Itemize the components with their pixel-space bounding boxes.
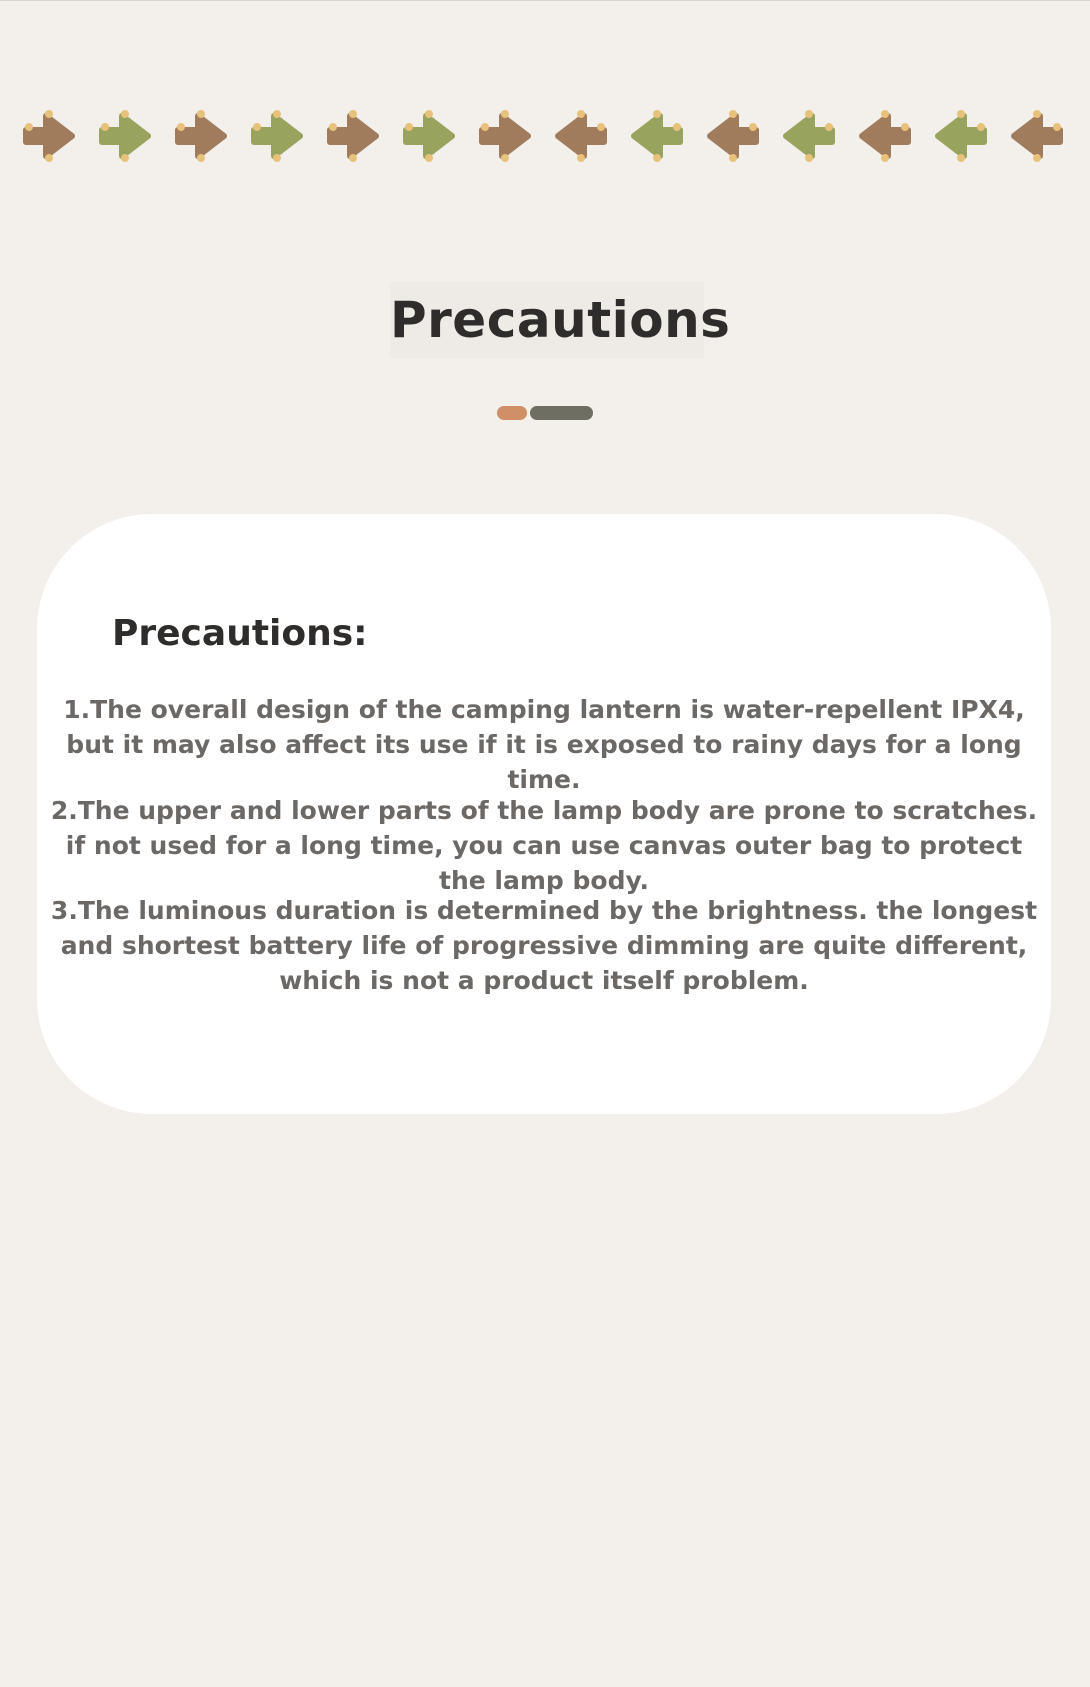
precaution-item-3: 3.The luminous duration is determined by the brightness. the longest and shortest battery life of progressive dimming are quite different, which is not a product itself problem. <box>50 896 1038 995</box>
arrow-right-icon <box>250 106 304 166</box>
arrow-right-icon <box>478 106 532 166</box>
arrow-right-icon <box>402 106 456 166</box>
arrow-left-icon <box>554 106 608 166</box>
title-divider <box>497 405 593 421</box>
divider-pill-accent <box>497 406 527 420</box>
title-box <box>390 282 731 358</box>
arrow-left-icon <box>706 106 760 166</box>
arrow-right-icon <box>22 106 76 166</box>
arrow-right-icon <box>98 106 152 166</box>
arrow-left-icon <box>630 106 684 166</box>
precaution-item-1: 1.The overall design of the camping lantern is water-repellent IPX4, but it may also affect its use if it is exposed to rainy days for a long time. <box>63 695 1025 794</box>
divider-pill-dark <box>530 406 593 420</box>
arrow-left-icon <box>782 106 836 166</box>
arrow-left-icon <box>934 106 988 166</box>
arrow-right-icon <box>326 106 380 166</box>
precaution-item-2: 2.The upper and lower parts of the lamp body are prone to scratches. if not used for a long time, you can use canvas outer bag to protect the lamp body. <box>50 796 1038 895</box>
top-border-line <box>0 0 1090 1</box>
card-heading: Precautions: <box>112 613 368 654</box>
arrow-right-icon <box>174 106 228 166</box>
decorative-arrow-row <box>22 106 1072 166</box>
arrow-left-icon <box>858 106 912 166</box>
arrow-left-icon <box>1010 106 1064 166</box>
page-title: Precautions <box>390 291 731 349</box>
